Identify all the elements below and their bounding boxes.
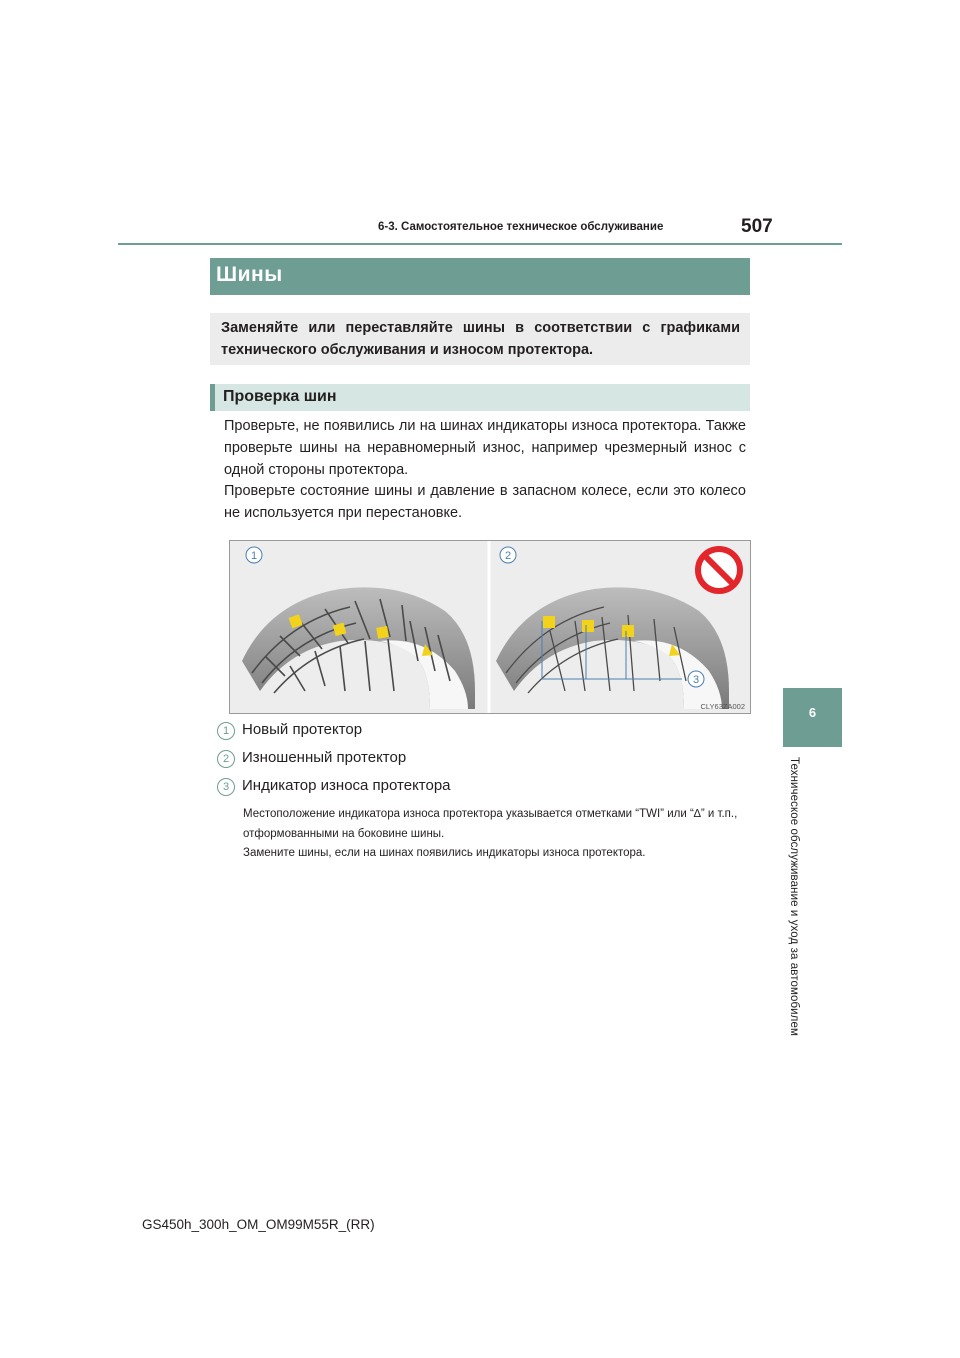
callout-2 [500, 547, 516, 563]
lead-text: Заменяйте или переставляйте шины в соответствии с графиками технического обслуживания и износом протектора. [221, 320, 740, 358]
prohibited-icon [698, 549, 740, 591]
footer-code: GS450h_300h_OM_OM99M55R_(RR) [142, 1217, 375, 1232]
legend-item [217, 722, 757, 746]
page-title: Шины [216, 263, 283, 286]
tire-figure [229, 540, 751, 714]
legend-label: Изношенный протектор [242, 749, 407, 766]
subheading-bar [210, 384, 750, 411]
number-2-icon: 2 [217, 750, 235, 768]
body-paragraph: Проверьте состояние шины и давление в запасном колесе, если это колесо не используется при перестановке. [224, 483, 746, 522]
body-text [224, 416, 746, 525]
note-paragraph: Замените шины, если на шинах появились индикаторы износа протектора. [243, 847, 646, 859]
svg-text:1: 1 [250, 550, 258, 562]
legend-label: Индикатор износа протектора [242, 777, 451, 794]
number-1-icon: 1 [217, 722, 235, 740]
callout-1 [246, 547, 262, 563]
note-paragraph: Местоположение индикатора износа протектора указывается отметками “TWI” или “∆” и т.п., отформованными на боковине шины. [243, 808, 738, 840]
tire-illustration [230, 541, 750, 713]
legend-item [217, 750, 757, 774]
title-bar [210, 258, 750, 295]
header-divider [118, 243, 842, 245]
lead-box [210, 313, 750, 365]
legend-label: Новый протектор [242, 721, 363, 738]
number-3-icon: 3 [217, 778, 235, 796]
subheading-accent [210, 384, 215, 411]
callout-3 [688, 671, 704, 687]
subheading: Проверка шин [223, 388, 337, 405]
chapter-title-vertical: Техническое обслуживание и уход за автомобилем [788, 757, 800, 1036]
chapter-number: 6 [808, 705, 817, 720]
note-text [243, 805, 753, 864]
worn-tread-illustration [496, 587, 729, 709]
legend-item [217, 778, 757, 802]
section-header: 6-3. Самостоятельное техническое обслуживание [378, 221, 664, 233]
figure-code: CLY63ZA002 [700, 702, 745, 711]
chapter-tab [783, 688, 842, 747]
page-number: 507 [741, 216, 773, 237]
body-paragraph: Проверьте, не появились ли на шинах индикаторы износа протектора. Также проверьте шины на неравномерный износ, например чрезмерный износ с одной стороны протектора. [224, 418, 746, 478]
new-tread-illustration [242, 587, 475, 709]
svg-text:2: 2 [504, 550, 512, 562]
svg-text:3: 3 [692, 674, 700, 686]
